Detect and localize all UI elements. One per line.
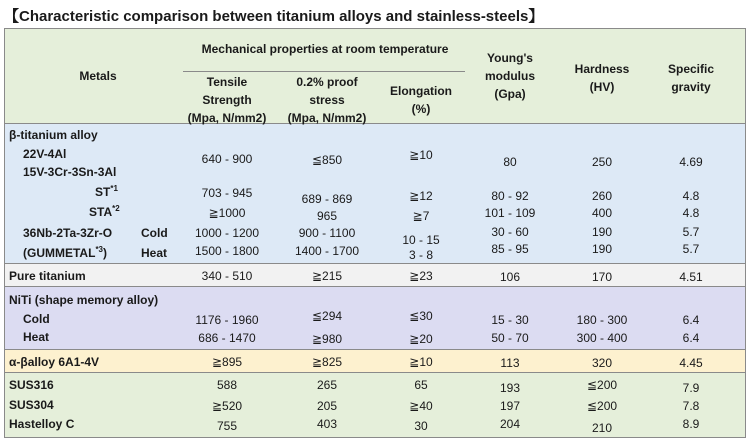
row-niti-cold-name: Cold — [23, 312, 50, 326]
cell-young: 30 - 60 — [491, 225, 529, 239]
cell-hardness: 250 — [591, 155, 613, 169]
header-specific-gravity: Specific gravity — [667, 62, 715, 94]
beta-heading: β-titanium alloy — [9, 128, 98, 142]
row-niti-heat-name: Heat — [23, 330, 50, 344]
cell-specific-gravity: 7.9 — [682, 381, 700, 395]
cell-elongation: ≧10 — [409, 148, 433, 162]
cell-specific-gravity: 4.8 — [682, 189, 700, 203]
cell-elongation: 3 - 8 — [408, 248, 434, 262]
divider — [5, 349, 745, 350]
cell-hardness: ≦200 — [586, 399, 618, 413]
cell-tensile: 640 - 900 — [201, 152, 253, 166]
divider — [5, 263, 745, 264]
cell-elongation: ≧23 — [409, 269, 433, 283]
cell-young: 106 — [499, 270, 521, 284]
cell-proof: ≦850 — [311, 153, 343, 167]
header-proof: 0.2% proof stress (Mpa, N/mm2) — [287, 75, 367, 125]
cell-tensile: ≧1000 — [208, 206, 246, 220]
cell-specific-gravity: 5.7 — [682, 225, 700, 239]
cell-elongation: 10 - 15 — [402, 233, 440, 247]
cell-proof: 403 — [316, 417, 338, 431]
cell-hardness: ≦200 — [586, 378, 618, 392]
cell-proof: ≧825 — [311, 355, 343, 369]
cell-young: 80 - 92 — [491, 189, 529, 203]
row-gummetal-cond: Heat — [141, 246, 168, 260]
cell-specific-gravity: 8.9 — [682, 417, 700, 431]
cell-proof: 965 — [316, 209, 338, 223]
cell-specific-gravity: 7.8 — [682, 399, 700, 413]
cell-hardness: 320 — [591, 356, 613, 370]
row-36nb-cond: Cold — [141, 226, 168, 240]
comparison-table — [4, 28, 746, 438]
cell-tensile: 703 - 945 — [201, 186, 253, 200]
niti-heading: NiTi (shape memory alloy) — [9, 293, 159, 307]
cell-proof: ≧215 — [311, 269, 343, 283]
cell-hardness: 210 — [591, 421, 613, 435]
cell-tensile: 755 — [216, 419, 238, 433]
cell-proof: ≧980 — [311, 332, 343, 346]
row-sus304-name: SUS304 — [9, 398, 54, 412]
cell-proof: 205 — [316, 399, 338, 413]
row-36nb-name: 36Nb-2Ta-3Zr-O — [23, 226, 113, 240]
row-hastelloy-name: Hastelloy C — [9, 417, 75, 431]
alpha-band — [5, 350, 745, 372]
steel-band — [5, 373, 745, 437]
cell-tensile: ≧520 — [211, 399, 243, 413]
cell-young: 113 — [500, 356, 520, 370]
row-22v-4al-name: 22V-4Al — [23, 147, 67, 161]
divider — [183, 71, 465, 72]
cell-young: 85 - 95 — [491, 242, 529, 256]
cell-specific-gravity: 6.4 — [682, 313, 700, 327]
cell-hardness: 180 - 300 — [576, 313, 628, 327]
cell-hardness: 400 — [591, 206, 613, 220]
cell-young: 50 - 70 — [491, 331, 529, 345]
cell-young: 204 — [499, 417, 521, 431]
cell-elongation: ≧12 — [409, 189, 433, 203]
cell-elongation: ≦30 — [409, 309, 433, 323]
cell-specific-gravity: 4.51 — [679, 270, 703, 284]
row-sta-name: STA$^{*2}$ — [89, 204, 120, 219]
cell-specific-gravity: 4.69 — [679, 155, 703, 169]
cell-proof: 1400 - 1700 — [294, 244, 360, 258]
cell-elongation: ≧7 — [412, 209, 430, 223]
cell-hardness: 170 — [591, 270, 613, 284]
header-young: Young's modulus (Gpa) — [485, 51, 535, 101]
row-alpha-beta-name: α-βalloy 6A1-4V — [9, 355, 100, 369]
cell-elongation: 65 — [414, 378, 428, 392]
cell-hardness: 260 — [591, 189, 613, 203]
cell-tensile: 686 - 1470 — [198, 331, 256, 345]
pure-band — [5, 264, 745, 286]
divider — [5, 123, 745, 124]
cell-tensile: 1176 - 1960 — [195, 313, 259, 327]
cell-young: 80 — [503, 155, 517, 169]
cell-young: 15 - 30 — [491, 313, 529, 327]
page-title: 【Characteristic comparison between titanium alloys and stainless-steels】 — [4, 8, 544, 25]
header-metals: Metals — [79, 69, 117, 83]
header-mech-group: Mechanical properties at room temperature — [201, 42, 449, 56]
cell-specific-gravity: 4.8 — [682, 206, 700, 220]
header-hardness: Hardness (HV) — [574, 62, 630, 94]
cell-tensile: 340 - 510 — [201, 269, 253, 283]
row-pure-titanium-name: Pure titanium — [9, 269, 86, 283]
cell-elongation: ≧10 — [409, 355, 433, 369]
cell-tensile: 1000 - 1200 — [194, 226, 260, 240]
header-tensile: Tensile Strength (Mpa, N/mm2) — [187, 75, 267, 125]
cell-elongation: 30 — [414, 419, 428, 433]
cell-young: 193 — [499, 381, 521, 395]
cell-elongation: ≧40 — [409, 399, 433, 413]
row-st-name: ST$^{*1}$ — [95, 184, 118, 199]
cell-tensile: 588 — [216, 378, 238, 392]
cell-elongation: ≧20 — [409, 332, 433, 346]
cell-hardness: 300 - 400 — [576, 331, 628, 345]
cell-tensile: ≧895 — [211, 355, 243, 369]
cell-specific-gravity: 4.45 — [679, 356, 703, 370]
cell-young: 101 - 109 — [484, 206, 536, 220]
cell-specific-gravity: 5.7 — [682, 242, 700, 256]
header-elongation: Elongation (%) — [390, 84, 452, 116]
cell-proof: 265 — [316, 378, 338, 392]
cell-proof: ≦294 — [311, 309, 343, 323]
cell-young: 197 — [499, 399, 521, 413]
cell-hardness: 190 — [591, 225, 613, 239]
row-15v-name: 15V-3Cr-3Sn-3Al — [23, 165, 117, 179]
divider — [5, 286, 745, 287]
cell-proof: 900 - 1100 — [298, 226, 356, 240]
cell-specific-gravity: 6.4 — [682, 331, 700, 345]
cell-hardness: 190 — [591, 242, 613, 256]
row-gummetal-name: (GUMMETAL$^{*3}$) — [23, 245, 107, 260]
cell-proof: 689 - 869 — [301, 192, 353, 206]
divider — [5, 372, 745, 373]
cell-tensile: 1500 - 1800 — [194, 244, 260, 258]
row-sus316-name: SUS316 — [9, 378, 54, 392]
